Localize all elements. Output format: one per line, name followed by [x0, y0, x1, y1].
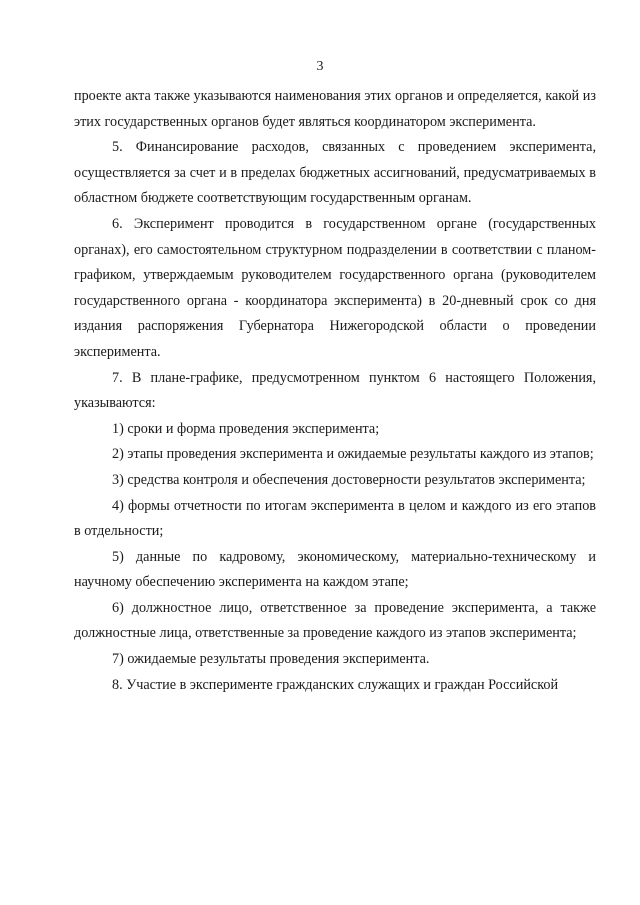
page-number: 3: [316, 59, 324, 74]
paragraph-item-6-experiment: 6. Эксперимент проводится в государственном органе (государственных органах), его самостоятельном структурном подразделении в соответствии с планом-графиком, утверждаемым руководителем государственного органа (руководителем государственного органа - координатора эксперимента) в 20-дневный срок со дня издания распоряжения Губернатора Нижегородской области о проведении эксперимента.: [74, 215, 596, 360]
paragraph-continuation: проекте акта также указываются наименования этих органов и определяется, какой из этих государственных органов будет являться координатором эксперимента.: [74, 88, 596, 130]
list-item-4: 4) формы отчетности по итогам эксперимента в целом и каждого из его этапов в отдельности;: [74, 497, 596, 540]
list-item-2: 2) этапы проведения эксперимента и ожидаемые результаты каждого из этапов;: [112, 446, 594, 463]
list-item-6: 6) должностное лицо, ответственное за проведение эксперимента, а также должностные лица, ответственные за проведение каждого из этапов эксперимента;: [74, 599, 596, 642]
paragraph-item-8-participation: 8. Участие в эксперименте гражданских служащих и граждан Российской: [112, 676, 559, 693]
list-item-5: 5) данные по кадровому, экономическому, материально-техническому и научному обеспечению эксперимента на каждом этапе;: [74, 548, 596, 591]
paragraph-item-7-plan: 7. В плане-графике, предусмотренном пунктом 6 настоящего Положения, указываются:: [74, 369, 596, 412]
document-body: [74, 84, 596, 698]
paragraph-item-5-financing: 5. Финансирование расходов, связанных с проведением эксперимента, осуществляется за счет и в пределах бюджетных ассигнований, предусматриваемых в областном бюджете соответствующим государственным органам.: [74, 139, 596, 207]
list-item-1: 1) сроки и форма проведения эксперимента;: [112, 420, 380, 437]
list-item-7: 7) ожидаемые результаты проведения эксперимента.: [112, 651, 430, 668]
list-item-3: 3) средства контроля и обеспечения достоверности результатов эксперимента;: [112, 471, 586, 488]
